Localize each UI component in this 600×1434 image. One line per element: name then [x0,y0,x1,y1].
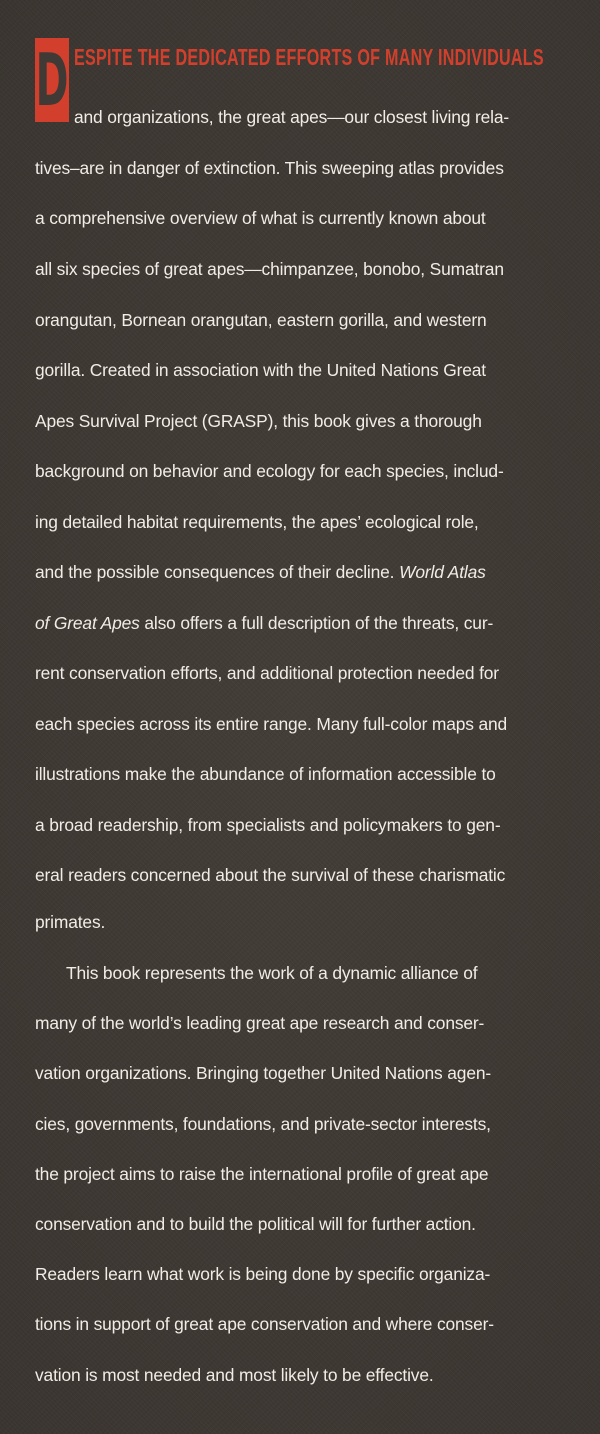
body-line: primates. [35,912,106,932]
body-line: cies, governments, foundations, and private-sector interests, [35,1114,491,1134]
body-line: all six species of great apes—chimpanzee, bonobo, Sumatran [35,259,504,279]
book-title-italic: World Atlas [399,562,486,582]
body-line: the project aims to raise the international profile of great ape [35,1164,489,1184]
body-line: vation organizations. Bringing together United Nations agen- [35,1063,492,1083]
body-line: orangutan, Bornean orangutan, eastern gorilla, and western [35,310,487,330]
body-line [35,561,486,583]
body-line: each species across its entire range. Many full-color maps and [35,714,508,734]
body-line: ing detailed habitat requirements, the apes’ ecological role, [35,512,479,532]
body-line: conservation and to build the political will for further action. [35,1214,476,1234]
body-line: a comprehensive overview of what is currently known about [35,208,486,228]
body-line: vation is most needed and most likely to be effective. [35,1365,434,1385]
body-line: illustrations make the abundance of information accessible to [35,764,496,784]
body-line: background on behavior and ecology for each species, includ- [35,461,504,481]
heading-text: ESPITE THE DEDICATED EFFORTS OF MANY INDIVIDUALS [74,44,544,70]
body-text: and the possible consequences of their decline. [35,562,400,582]
body-text: also offers a full description of the threats, cur- [139,613,494,633]
book-title-italic: of Great Apes [35,613,140,633]
drop-cap [35,38,69,122]
body-line: rent conservation efforts, and additional protection needed for [35,663,499,683]
body-line: tives–are in danger of extinction. This sweeping atlas provides [35,158,504,178]
body-line: a broad readership, from specialists and policymakers to gen- [35,815,501,835]
body-line: many of the world’s leading great ape research and conser- [35,1013,485,1033]
body-line: tions in support of great ape conservation and where conser- [35,1314,494,1334]
heading-line [74,44,594,78]
body-line: Apes Survival Project (GRASP), this book gives a thorough [35,411,482,431]
body-line: This book represents the work of a dynamic alliance of [66,963,478,983]
body-line: and organizations, the great apes—our closest living rela- [74,107,510,127]
body-line: eral readers concerned about the survival of these charismatic [35,865,506,885]
body-line: Readers learn what work is being done by specific organiza- [35,1264,491,1284]
drop-cap-letter: D [35,38,69,122]
body-line: gorilla. Created in association with the United Nations Great [35,360,486,380]
body-line [35,612,493,634]
